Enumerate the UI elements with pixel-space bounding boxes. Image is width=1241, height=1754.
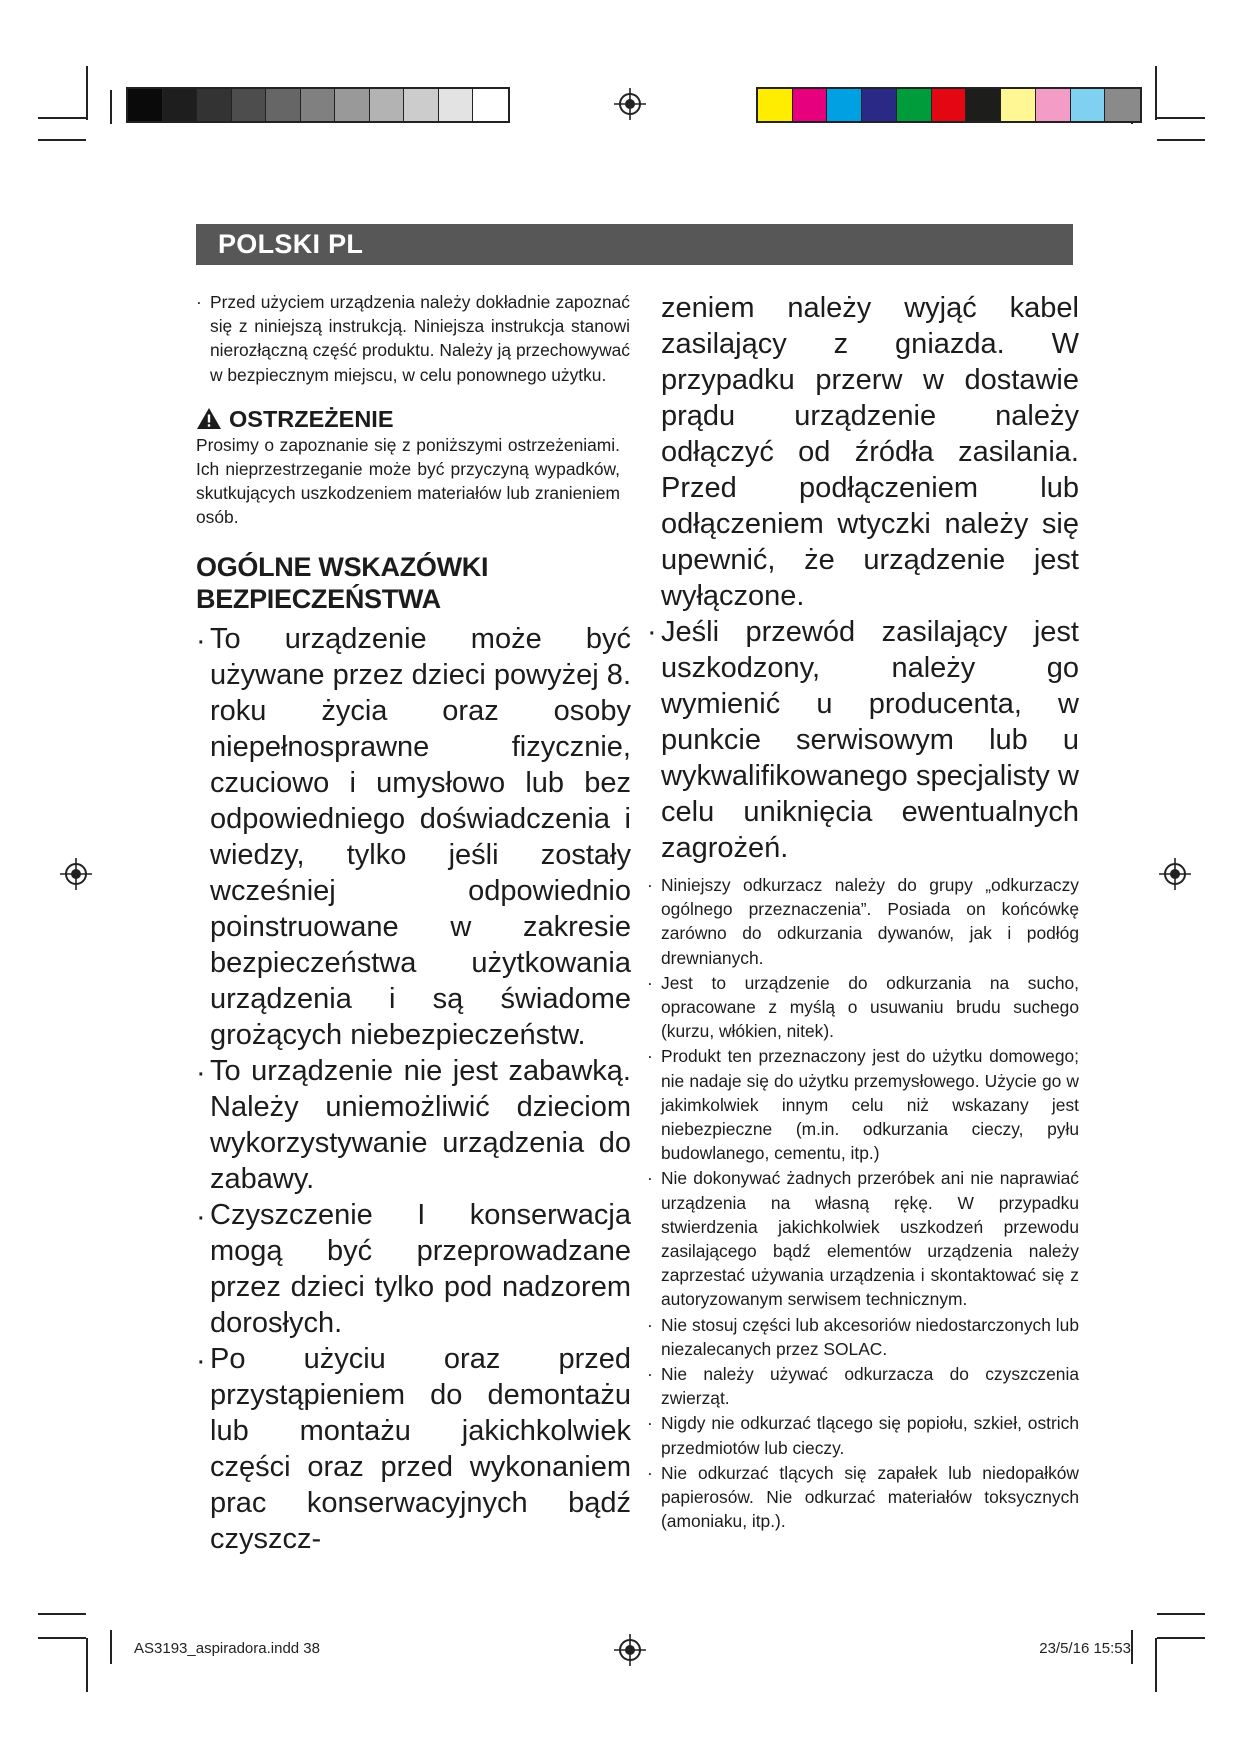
footer-file-slug: AS3193_aspiradora.indd 38: [134, 1640, 320, 1657]
list-item: · Jest to urządzenie do odkurzania na sucho, opracowane z myślą o usuwaniu brudu suchego (kurzu, włókien, nitek).: [647, 971, 1079, 1044]
gray-swatch: [301, 89, 336, 121]
color-swatch: [932, 89, 967, 121]
crop-mark: [38, 117, 86, 119]
list-item: · Niniejszy odkurzacz należy do grupy „odkurzaczy ogólnego przeznaczenia”. Posiada on końcówkę zarówno do odkurzania dywanów, jak i podłóg drewnianych.: [647, 873, 1079, 970]
registration-mark-icon: [60, 858, 92, 890]
crop-mark: [1157, 117, 1205, 119]
color-swatch: [862, 89, 897, 121]
intro-paragraph: · Przed użyciem urządzenia należy dokładnie zapoznać się z niniejszą instrukcją. Niniejsza instrukcja stanowi nierozłączną część produktu. Należy ją przechowywać w bezpiecznym miejscu, w celu ponownego użytku.: [196, 290, 630, 387]
color-swatch: [827, 89, 862, 121]
section-heading: OGÓLNE WSKAZÓWKI BEZPIECZEŃSTWA: [196, 551, 489, 614]
list-item: · Nie dokonywać żadnych przeróbek ani nie naprawiać urządzenia na własną rękę. W przypadku stwierdzenia jakichkolwiek uszkodzeń przewodu zasilającego bądź elementów urządzenia należy zaprzestać używania urządzenia i skontaktować się z autoryzowanym serwisem technicznym.: [647, 1166, 1079, 1311]
color-swatch: [966, 89, 1001, 121]
warning-triangle-icon: [196, 407, 222, 430]
crop-mark: [110, 1630, 112, 1664]
registration-mark-icon: [1159, 858, 1191, 890]
gray-swatch: [473, 89, 508, 121]
gray-swatch: [335, 89, 370, 121]
right-column: [647, 290, 1079, 1533]
footer-date-slug: 23/5/16 15:53: [1039, 1640, 1131, 1657]
list-item: · To urządzenie nie jest zabawką. Należy uniemożliwić dzieciom wykorzystywanie urządzenia do zabawy.: [196, 1053, 631, 1197]
color-calibration-strip: [756, 87, 1142, 123]
color-swatch: [1071, 89, 1106, 121]
list-item: · Jeśli przewód zasilający jest uszkodzony, należy go wymienić u producenta, w punkcie serwisowym lub u wykwalifikowanego specjalisty w celu uniknięcia ewentualnych zagrożeń.: [647, 614, 1079, 866]
color-swatch: [1105, 89, 1140, 121]
gray-swatch: [266, 89, 301, 121]
list-item: · Nie należy używać odkurzacza do czyszczenia zwierząt.: [647, 1362, 1079, 1410]
list-item: · Nigdy nie odkurzać tlącego się popiołu, szkieł, ostrich przedmiotów lub cieczy.: [647, 1411, 1079, 1459]
list-item: · To urządzenie może być używane przez dzieci powyżej 8. roku życia oraz osoby niepełnosprawne fizycznie, czuciowo i umysłowo lub bez odpowiedniego doświadczenia i wiedzy, tylko jeśli zostały wcześniej odpowiednio poinstruowane w zakresie bezpieczeństwa użytkowania urządzenia i są świadome grożących niebezpieczeństw.: [196, 621, 631, 1053]
color-swatch: [897, 89, 932, 121]
crop-mark: [38, 1613, 86, 1615]
list-item: · Produkt ten przeznaczony jest do użytku domowego; nie nadaje się do użytku przemysłowego. Użycie go w jakimkolwiek innym celu niż wskazany jest niebezpieczne (m.in. odkurzania cieczy, pyłu budowlanego, cementu, itp.): [647, 1044, 1079, 1165]
crop-mark: [38, 139, 86, 141]
list-item: · Czyszczenie I konserwacja mogą być przeprowadzane przez dzieci tylko pod nadzorem dorosłych.: [196, 1197, 631, 1341]
gray-swatch: [197, 89, 232, 121]
continued-paragraph: zeniem należy wyjąć kabel zasilający z gniazda. W przypadku przerw w dostawie prądu urządzenie należy odłączyć od źródła zasilania. Przed podłączeniem lub odłączeniem wtyczki należy się upewnić, że urządzenie jest wyłączone.: [661, 292, 1079, 612]
warning-title: OSTRZEŻENIE: [229, 405, 394, 432]
left-column: [196, 290, 631, 1557]
color-swatch: [1001, 89, 1036, 121]
gray-swatch: [439, 89, 474, 121]
language-header: POLSKI PL: [196, 224, 1073, 265]
gray-swatch: [163, 89, 198, 121]
registration-mark-icon: [614, 88, 646, 120]
crop-mark: [1157, 1613, 1205, 1615]
crop-mark: [1131, 1630, 1133, 1664]
crop-mark: [86, 66, 88, 120]
warning-heading: [196, 405, 631, 433]
warning-text: Prosimy o zapoznanie się z poniższymi ostrzeżeniami. Ich nieprzestrzeganie może być przyczyną wypadków, skutkujących uszkodzeniem materiałów lub zranieniem osób.: [196, 434, 620, 528]
gray-swatch: [370, 89, 405, 121]
crop-mark: [110, 90, 112, 124]
registration-mark-icon: [614, 1634, 646, 1666]
gray-swatch: [404, 89, 439, 121]
color-swatch: [793, 89, 828, 121]
list-item: · Nie odkurzać tlących się zapałek lub niedopałków papierosów. Nie odkurzać materiałów toksycznych (amoniaku, itp.).: [647, 1461, 1079, 1534]
color-swatch: [1036, 89, 1071, 121]
crop-mark: [1155, 1638, 1157, 1692]
grayscale-calibration-strip: [126, 87, 510, 123]
crop-mark: [1157, 139, 1205, 141]
crop-mark: [38, 1637, 86, 1639]
crop-mark: [1157, 1637, 1205, 1639]
list-item: · Po użyciu oraz przed przystąpieniem do demontażu lub montażu jakichkolwiek części oraz przed wykonaniem prac konserwacyjnych bądź czyszcz-: [196, 1341, 631, 1557]
gray-swatch: [128, 89, 163, 121]
gray-swatch: [232, 89, 267, 121]
color-swatch: [758, 89, 793, 121]
crop-mark: [1155, 66, 1157, 120]
list-item: · Nie stosuj części lub akcesoriów niedostarczonych lub niezalecanych przez SOLAC.: [647, 1313, 1079, 1361]
crop-mark: [86, 1638, 88, 1692]
